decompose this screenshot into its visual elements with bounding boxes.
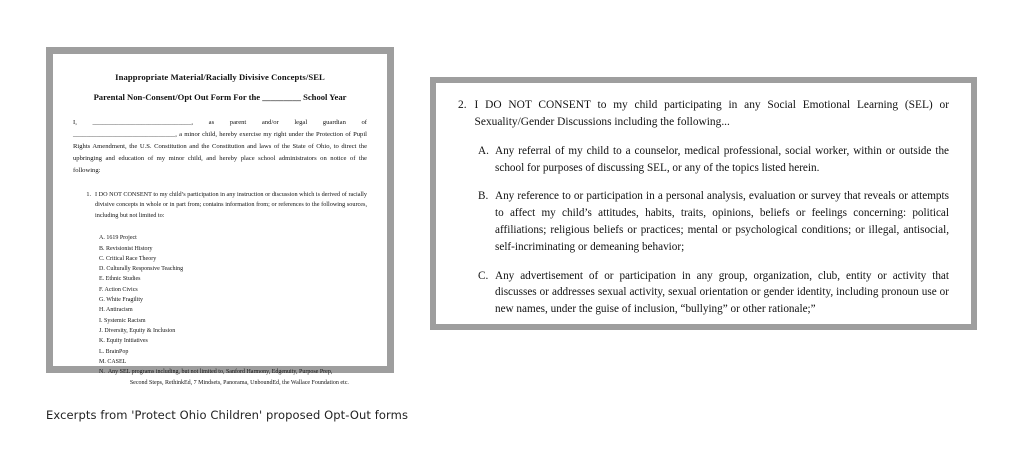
left-document-title-line-2: Parental Non-Consent/Opt Out Form For the _________ School Year <box>93 92 347 103</box>
right-document-content <box>436 83 971 324</box>
left-document-item-1 <box>73 190 367 222</box>
list-item: M. CASEL <box>99 358 127 365</box>
left-document-item-1-text: I DO NOT CONSENT to my child’s participation in any instruction or discussion which is derived of racially divisive concepts in whole or in part from; contains information from; or references to the following sources, including but not limited to: <box>95 190 367 219</box>
list-item: D. Culturally Responsive Teaching <box>99 266 184 273</box>
list-item-text-line-1: Any SEL programs including, but not limited to, Sanford Harmony, Edgenuity, Purpose Prep, <box>107 369 333 376</box>
list-item: C. Critical Race Theory <box>99 255 157 262</box>
subitem-letter: B. <box>478 190 489 203</box>
list-item: F. Action Civics <box>99 286 138 293</box>
right-document-image <box>430 77 977 330</box>
subitem-letter: A. <box>478 144 489 157</box>
figure-caption: Excerpts from 'Protect Ohio Children' proposed Opt-Out forms <box>46 408 409 422</box>
list-item <box>99 367 367 388</box>
left-document-content <box>53 54 387 386</box>
left-document-title-line-1: Inappropriate Material/Racially Divisive Concepts/SEL <box>115 72 325 82</box>
left-document-item-1-number: 1. <box>86 190 91 198</box>
list-item: G. White Fragility <box>99 297 144 304</box>
left-document-source-list <box>99 233 367 388</box>
right-document-item-2 <box>458 97 949 131</box>
right-document-item-2-text: I DO NOT CONSENT to my child participating in any Social Emotional Learning (SEL) or Sexuality/Gender Discussions including the following... <box>474 99 949 128</box>
list-item: E. Ethnic Studies <box>99 276 141 283</box>
list-item: B. Revisionist History <box>99 245 153 252</box>
list-item: H. Antiracism <box>99 307 133 314</box>
subitem-text: Any reference to or participation in a personal analysis, evaluation or survey that reveals or attempts to affect my child’s attitudes, habits, traits, opinions, beliefs or feelings concerning: political affiliations; religious beliefs or practices; mental or psychological conditions; or illegal, antisocial, self-incriminating or demeaning behavior; <box>495 190 949 253</box>
right-document-subitem-c <box>458 268 949 318</box>
left-document-image <box>46 47 394 386</box>
list-item: A. 1619 Project <box>99 235 137 242</box>
subitem-text: Any referral of my child to a counselor, medical professional, social worker, within or outside the school for purposes of discussing SEL, or any of the topics listed herein. <box>495 144 949 174</box>
list-item: L. BrainPop <box>99 348 129 355</box>
list-item: J. Diversity, Equity & Inclusion <box>99 328 176 335</box>
list-item-text <box>108 367 367 388</box>
right-document-subitem-a <box>458 143 949 177</box>
subitem-letter: C. <box>478 269 489 282</box>
right-document-subitem-b <box>458 188 949 255</box>
list-item: I. Systemic Racism <box>99 317 146 324</box>
list-item-label: N. <box>99 369 105 376</box>
subitem-text: Any advertisement of or participation in any group, organization, club, entity or activity that discusses or addresses sexual activity, sexual orientation or gender identity, including pronoun use or new names, under the guise of inclusion, “bullying” or other rationale;” <box>495 269 949 316</box>
list-item: K. Equity Initiatives <box>99 338 148 345</box>
list-item-text-line-2: Second Steps, RethinkEd, 7 Mindsets, Panorama, UnboundEd, the Wallace Foundation etc. <box>129 379 349 386</box>
right-document-item-2-number: 2. <box>458 99 467 111</box>
left-document-intro-paragraph: I, ______________________________, as parent and/or legal guardian of _______________________________, a minor child, hereby exercise my right under the Protection of Pupil Rights Amendment, the U.S. Constitution and the Constitution and laws of the State of Ohio, to direct the upbringing and education of my minor child, and hereby place school administrators on notice of the following: <box>73 118 367 174</box>
